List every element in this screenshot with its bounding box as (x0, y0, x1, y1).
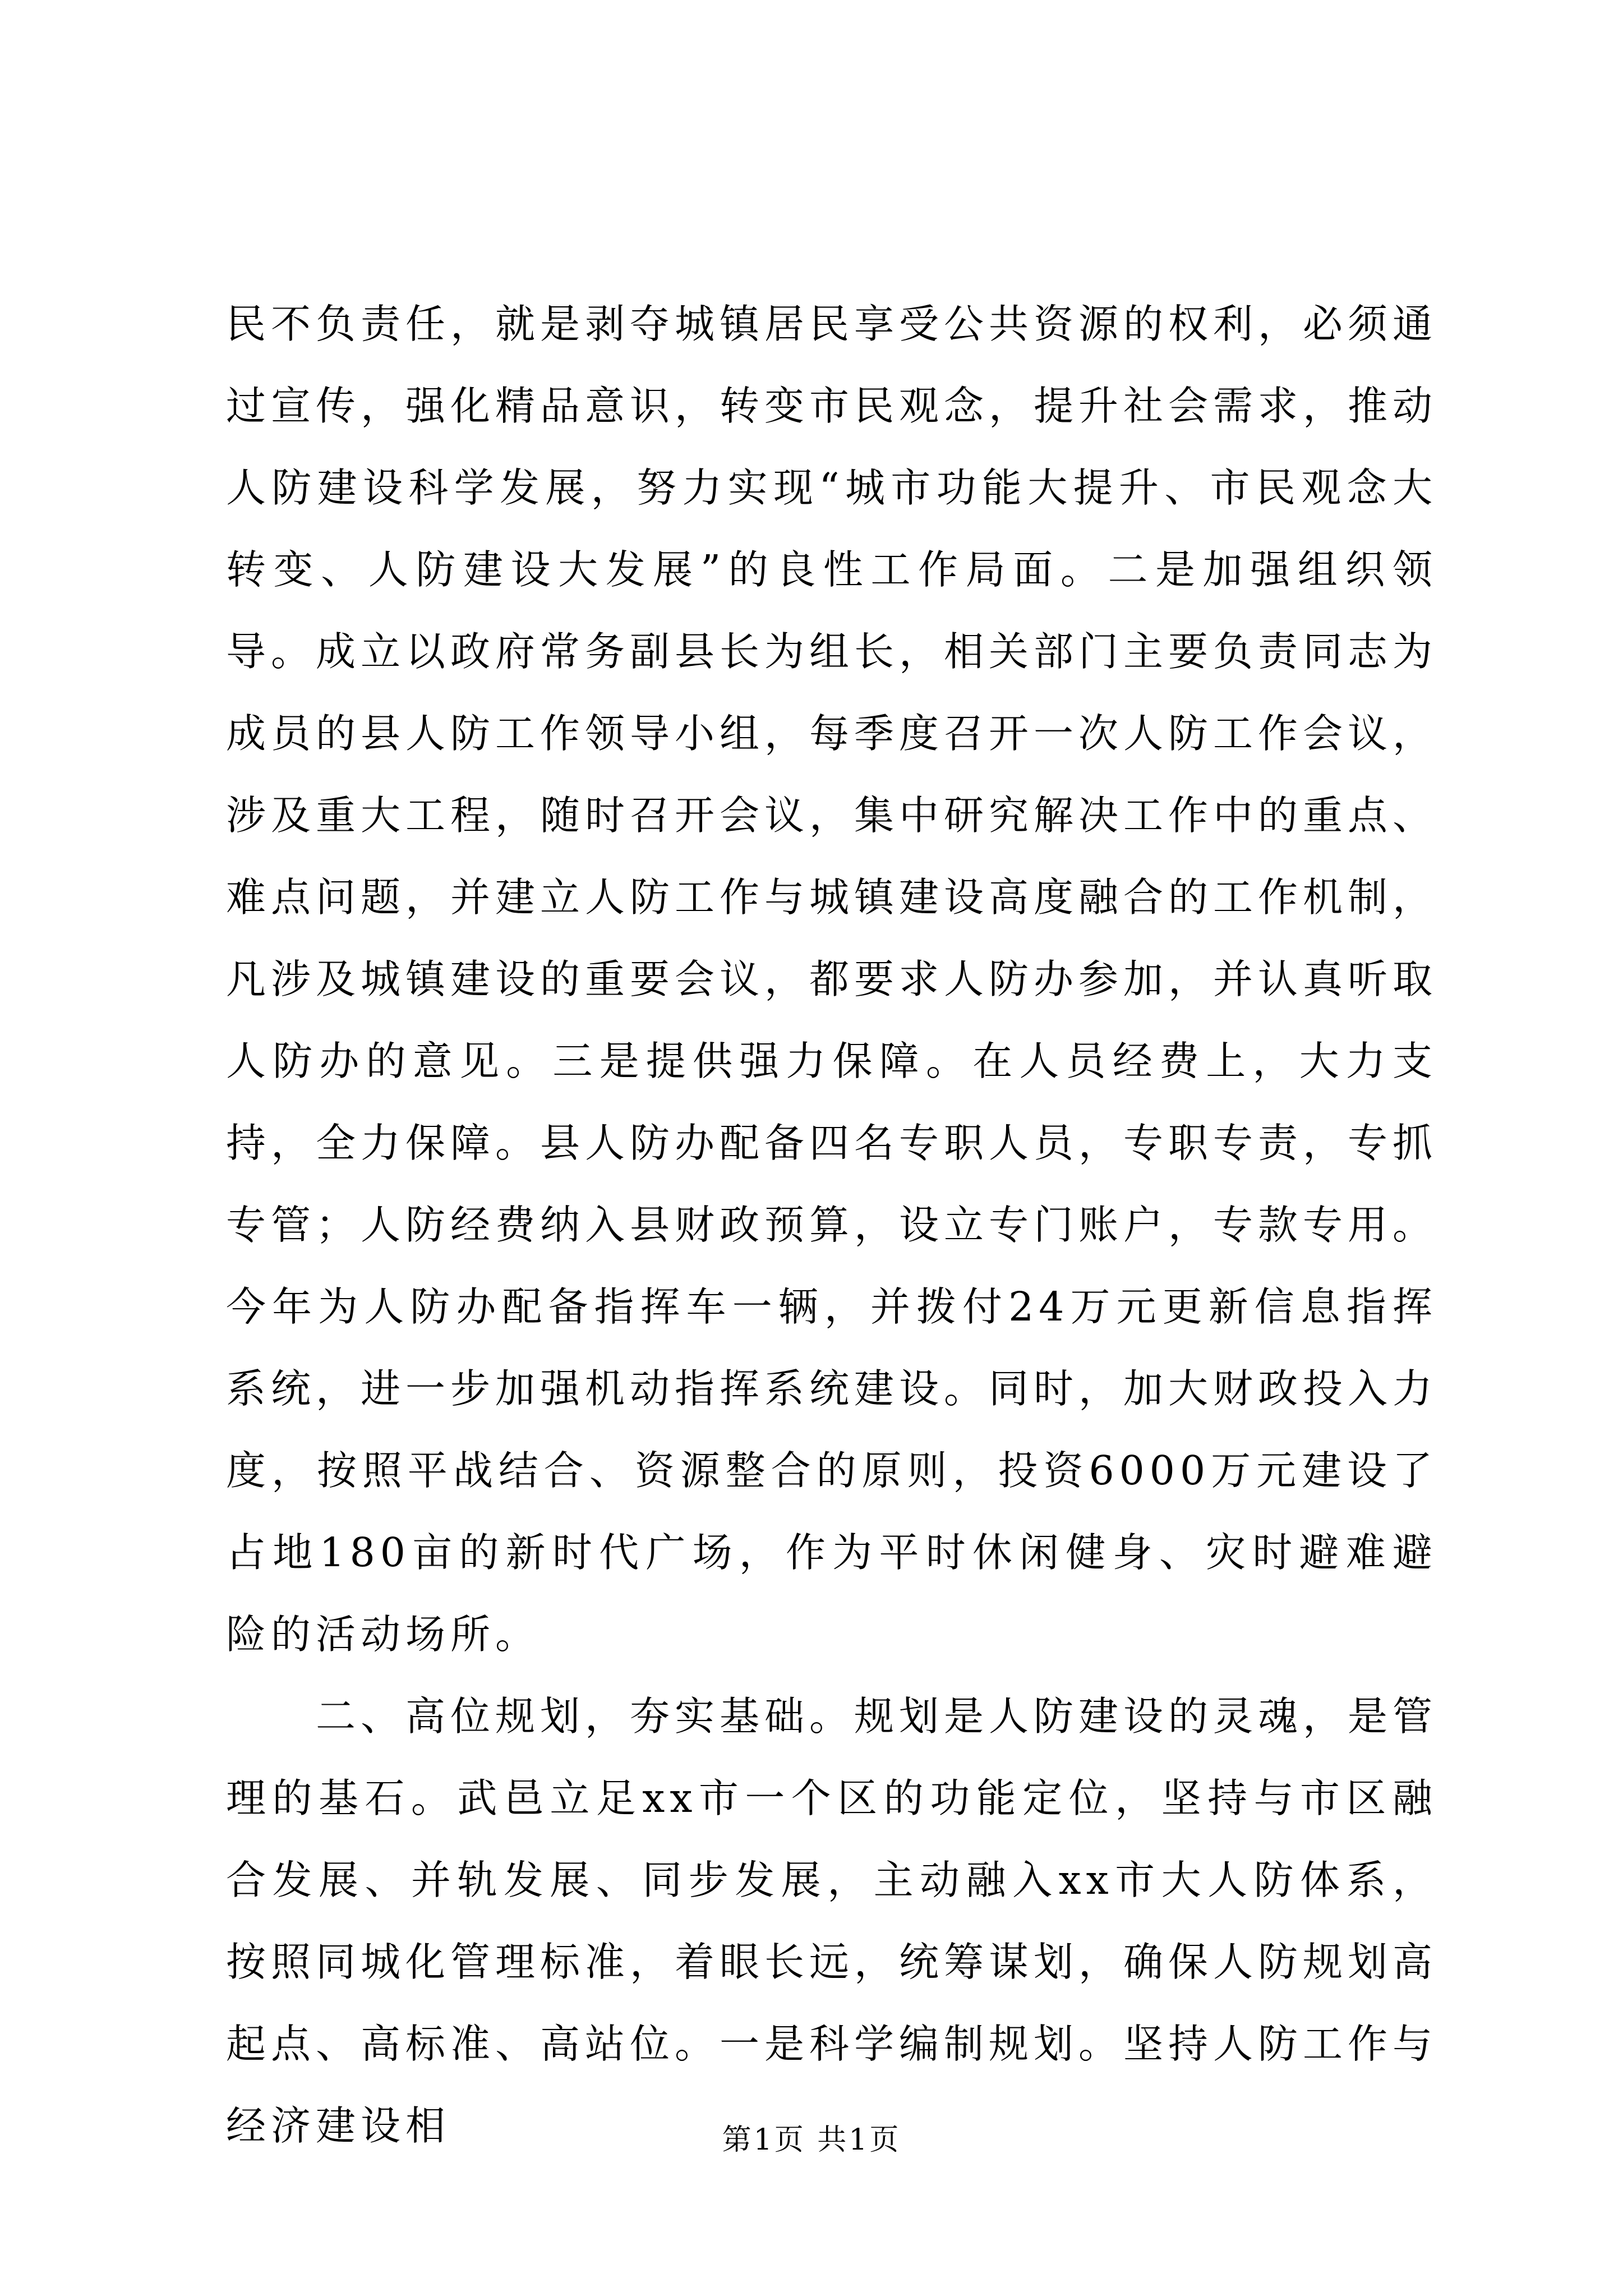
paragraph-continuation: 民不负责任，就是剥夺城镇居民享受公共资源的权利，必须通过宣传，强化精品意识，转变市民观念，提升社会需求，推动人防建设科学发展，努力实现“城市功能大提升、市民观念大转变、人防建设大发展”的良性工作局面。二是加强组织领导。成立以政府常务副县长为组长，相关部门主要负责同志为成员的县人防工作领导小组，每季度召开一次人防工作会议，涉及重大工程，随时召开会议，集中研究解决工作中的重点、难点问题，并建立人防工作与城镇建设高度融合的工作机制，凡涉及城镇建设的重要会议，都要求人防办参加，并认真听取人防办的意见。三是提供强力保障。在人员经费上，大力支持，全力保障。县人防办配备四名专职人员，专职专责，专抓专管；人防经费纳入县财政预算，设立专门账户，专款专用。今年为人防办配备指挥车一辆，并拨付24万元更新信息指挥系统，进一步加强机动指挥系统建设。同时，加大财政投入力度，按照平战结合、资源整合的原则，投资6000万元建设了占地180亩的新时代广场，作为平时休闲健身、灾时避难避险的活动场所。 (226, 301, 1438, 1658)
page-footer: 第1页 共1页 (722, 2123, 901, 2157)
paragraph-section-two: 二、高位规划，夯实基础。规划是人防建设的灵魂，是管理的基石。武邑立足xx市一个区的功能定位，坚持与市区融合发展、并轨发展、同步发展，主动融入xx市大人防体系，按照同城化管理标准，着眼长远，统筹谋划，确保人防规划高起点、高标准、高站位。一是科学编制规划。坚持人防工作与经济建设相 (226, 1693, 1438, 2149)
